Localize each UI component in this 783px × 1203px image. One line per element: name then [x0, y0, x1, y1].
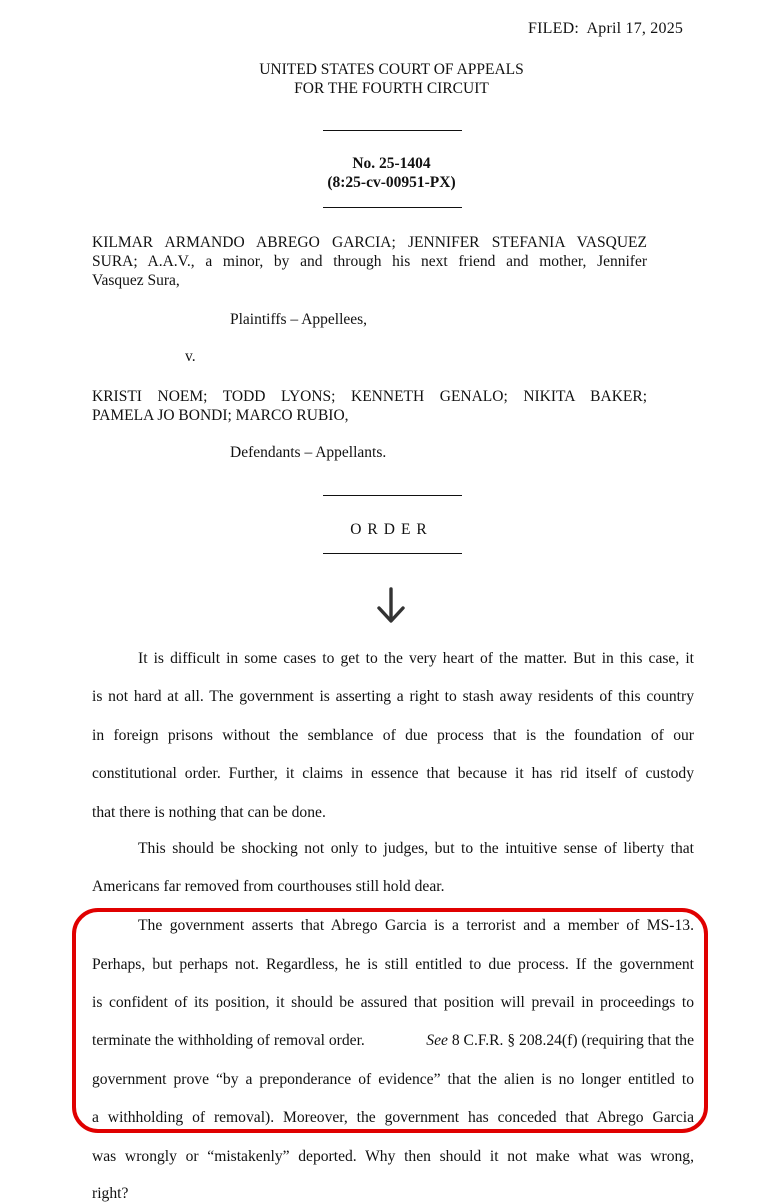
paragraph-3-line: is confident of its position, it should be assured that position will prevail in proceedings to: [92, 994, 694, 1011]
court-line-1: UNITED STATES COURT OF APPEALS: [259, 61, 524, 78]
paragraph-3-line: was wrongly or “mistakenly” deported. Why then should it not make what was wrong,: [92, 1148, 694, 1165]
paragraph-1-line: is not hard at all. The government is asserting a right to stash away residents of this country: [92, 688, 694, 705]
paragraph-2-line: This should be shocking not only to judges, but to the intuitive sense of liberty that: [138, 840, 694, 857]
court-name: [0, 60, 783, 98]
order-title: ORDER: [350, 521, 433, 538]
down-arrow-icon: [373, 586, 409, 626]
defendants-role: Defendants – Appellants.: [230, 444, 387, 461]
red-highlight-box: [72, 908, 708, 1133]
paragraph-1-line: that there is nothing that can be done.: [92, 804, 326, 821]
paragraph-3-line: Perhaps, but perhaps not. Regardless, he is still entitled to due process. If the government: [92, 956, 694, 973]
order-top-divider: [323, 495, 462, 496]
docket-block: [0, 154, 783, 192]
plaintiffs-names: [92, 233, 647, 290]
defendants-names: [92, 387, 647, 425]
citation-text: 8 C.F.R. § 208.24(f) (requiring that the: [451, 1032, 694, 1049]
plaintiffs-line: Vasquez Sura,: [92, 272, 180, 289]
citation-signal: See: [426, 1032, 448, 1049]
paragraph-1-line: constitutional order. Further, it claims in essence that because it has rid itself of custody: [92, 765, 694, 782]
docket-number: No. 25-1404: [352, 155, 431, 172]
paragraph-1-line: in foreign prisons without the semblance of due process that is the foundation of our: [92, 727, 694, 744]
plaintiffs-line: SURA; A.A.V., a minor, by and through his next friend and mother, Jennifer: [92, 253, 647, 270]
defendants-line: KRISTI NOEM; TODD LYONS; KENNETH GENALO; NIKITA BAKER;: [92, 388, 647, 405]
top-divider: [323, 130, 462, 131]
paragraph-1-line: It is difficult in some cases to get to the very heart of the matter. But in this case, it: [138, 650, 694, 667]
paragraph-3-line: a withholding of removal). Moreover, the government has conceded that Abrego Garcia: [92, 1109, 694, 1126]
paragraph-3-line: The government asserts that Abrego Garcia is a terrorist and a member of MS-13.: [138, 917, 694, 934]
paragraph-2-line: Americans far removed from courthouses still hold dear.: [92, 878, 445, 895]
order-bottom-divider: [323, 553, 462, 554]
plaintiffs-role: Plaintiffs – Appellees,: [230, 311, 368, 328]
filed-label: FILED:: [528, 20, 579, 37]
paragraph-3-text: terminate the withholding of removal order.: [92, 1032, 365, 1049]
filed-date: April 17, 2025: [586, 20, 684, 37]
filed-stamp: [528, 20, 683, 38]
versus: v.: [185, 348, 196, 365]
paragraph-3-line: government prove “by a preponderance of evidence” that the alien is no longer entitled to: [92, 1071, 694, 1088]
defendants-line: PAMELA JO BONDI; MARCO RUBIO,: [92, 407, 349, 424]
plaintiffs-line: KILMAR ARMANDO ABREGO GARCIA; JENNIFER STEFANIA VASQUEZ: [92, 234, 647, 251]
court-line-2: FOR THE FOURTH CIRCUIT: [294, 80, 489, 97]
district-case-number: (8:25-cv-00951-PX): [327, 174, 456, 191]
docket-divider: [323, 207, 462, 208]
paragraph-3-line: right?: [92, 1185, 129, 1202]
